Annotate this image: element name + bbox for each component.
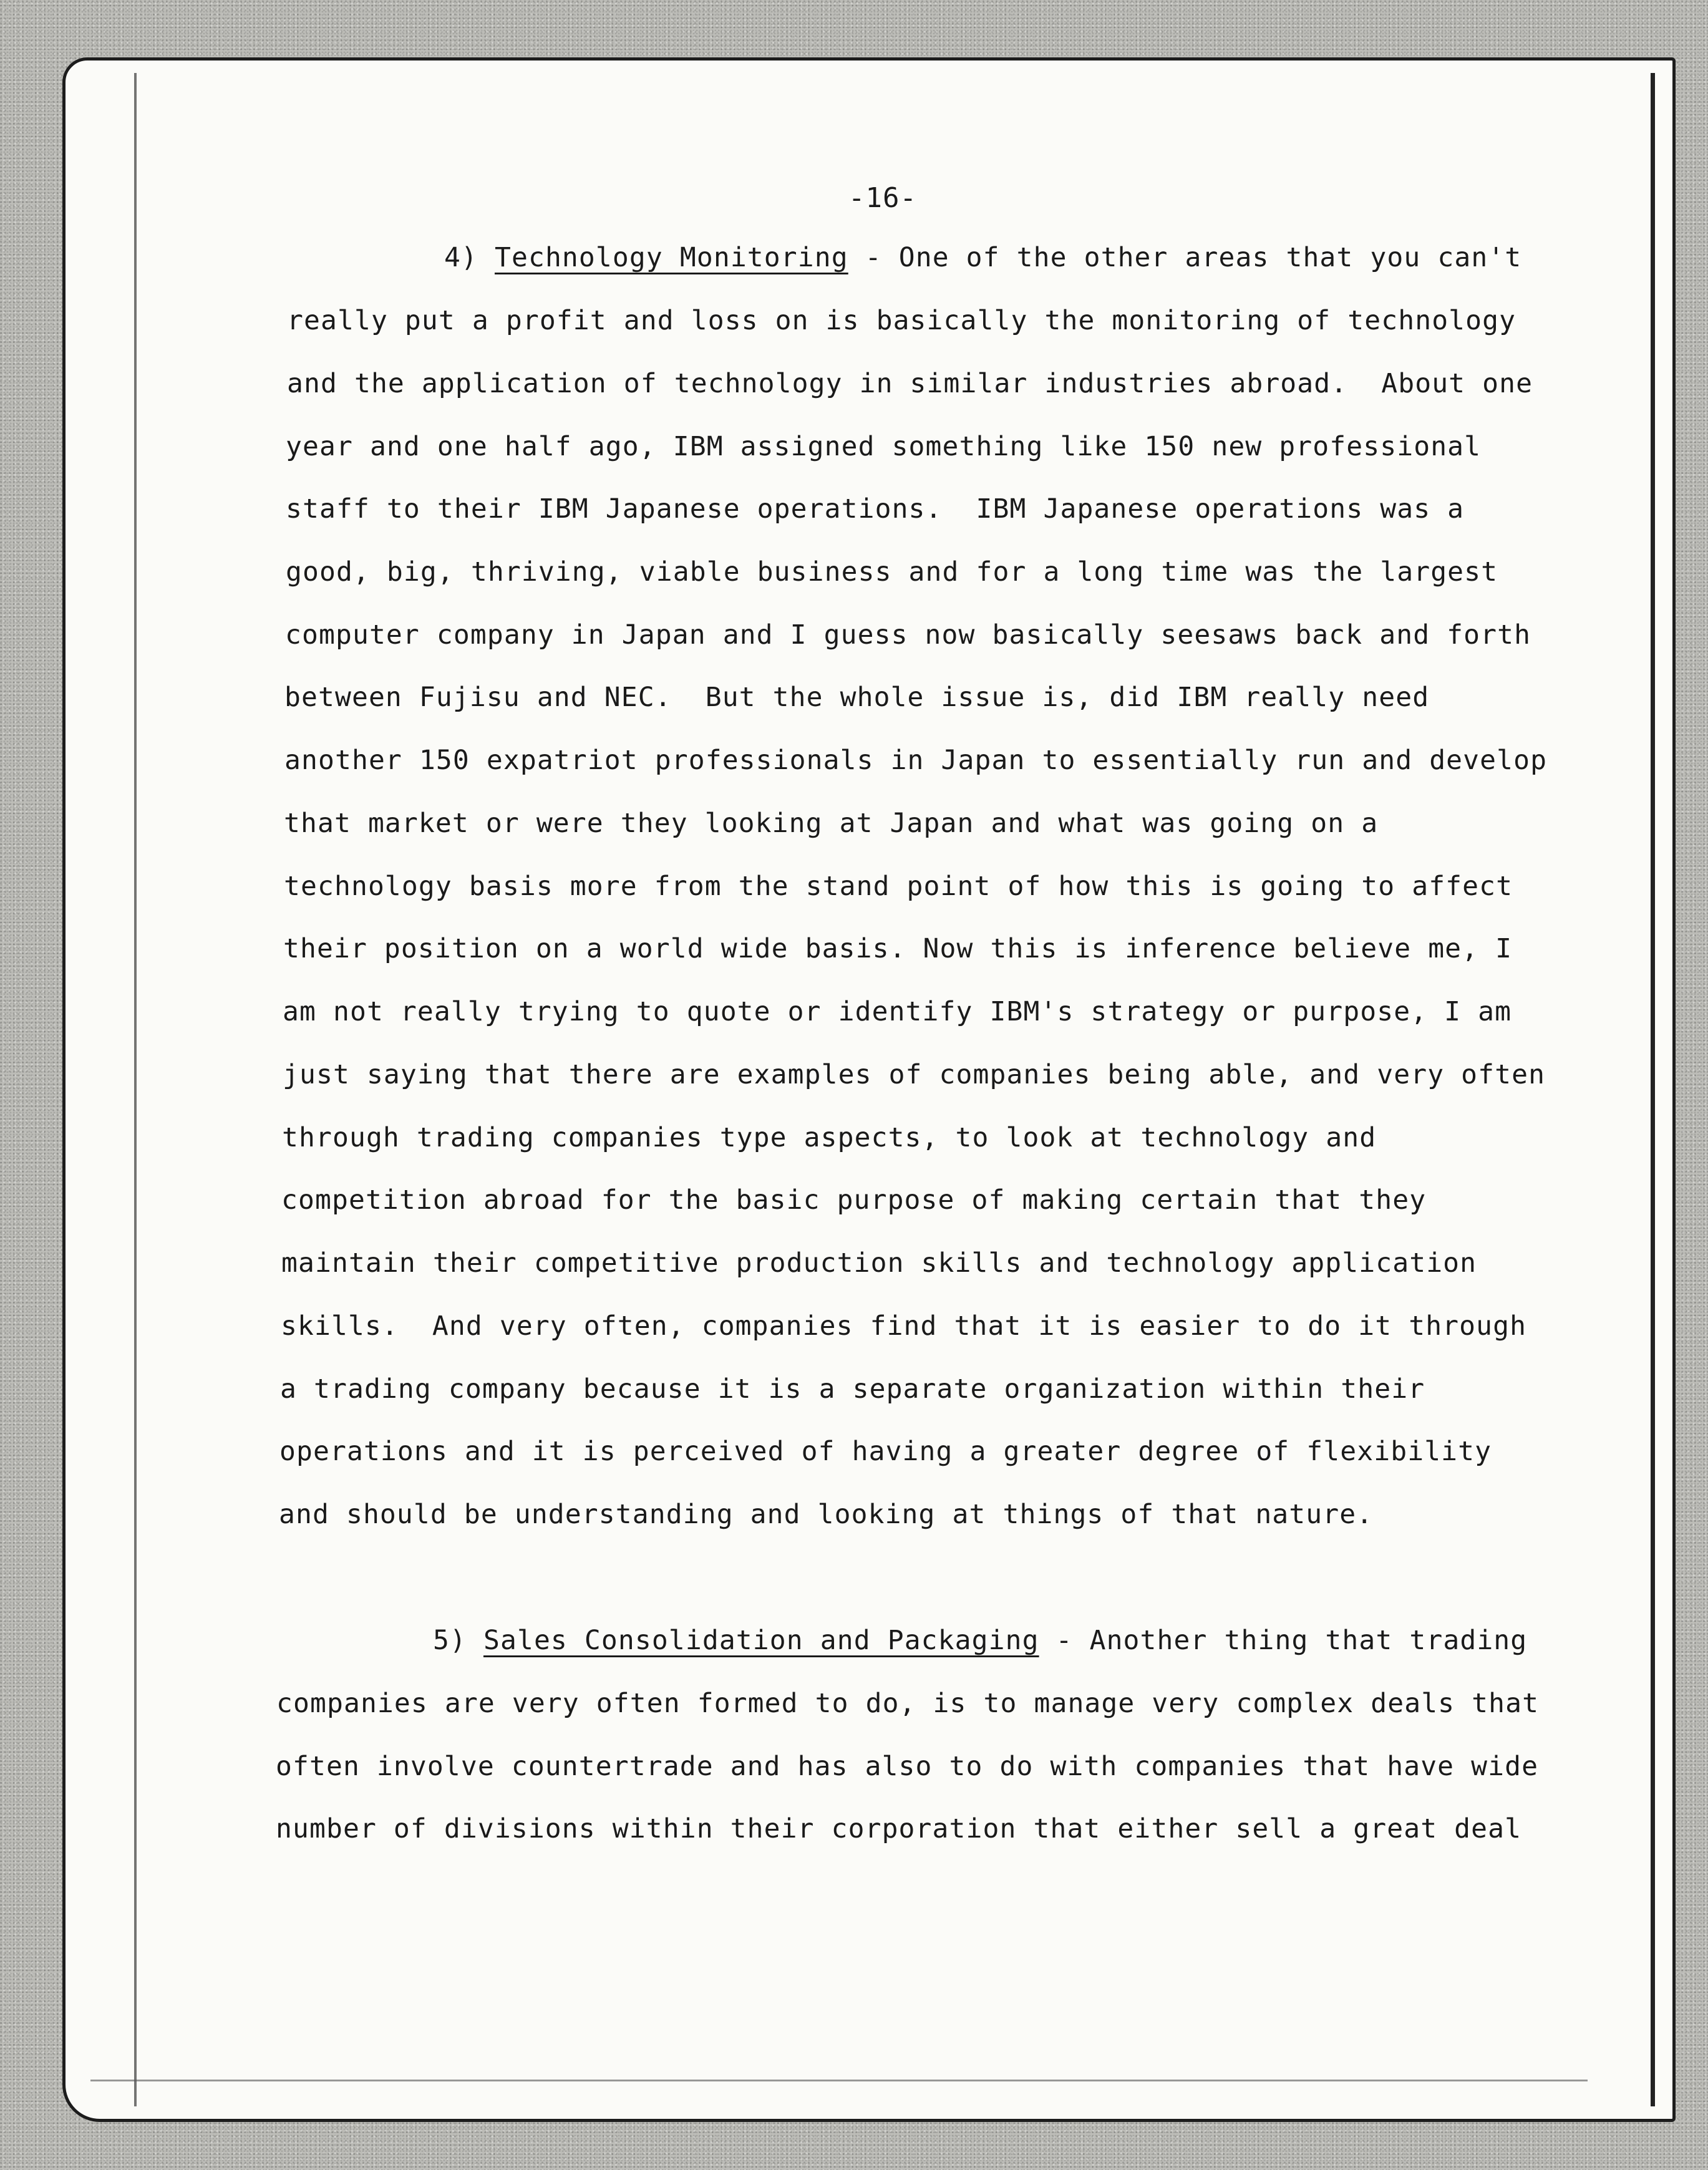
right-binding-rule xyxy=(1651,73,1655,2106)
section-4-line: between Fujisu and NEC. But the whole issue is, did IBM really need xyxy=(284,682,1430,713)
section-4-line: a trading company because it is a separate organization within their xyxy=(280,1373,1425,1405)
section-5-lead-text: - Another thing that trading xyxy=(1055,1625,1528,1656)
section-4-heading: Technology Monitoring xyxy=(494,242,848,273)
section-4-lead-text: - One of the other areas that you can't xyxy=(865,242,1522,273)
section-4-line: competition abroad for the basic purpose of making certain that they xyxy=(281,1184,1427,1216)
section-4-line: am not really trying to quote or identify IBM's strategy or purpose, I am xyxy=(283,996,1512,1027)
section-4-line: really put a profit and loss on is basically the monitoring of technology xyxy=(287,305,1516,336)
page-number: -16- xyxy=(848,182,917,214)
section-4-line: computer company in Japan and I guess now basically seesaws back and forth xyxy=(285,619,1531,651)
section-5-number: 5) xyxy=(433,1625,467,1656)
section-4-line: good, big, thriving, viable business and for a long time was the largest xyxy=(286,556,1498,588)
section-4-number: 4) xyxy=(444,242,478,273)
section-4-line: and the application of technology in similar industries abroad. About one xyxy=(287,368,1533,399)
section-5-first-line xyxy=(433,1625,1527,1656)
section-4-line: another 150 expatriot professionals in Japan to essentially run and develop xyxy=(284,745,1548,776)
section-4-line: through trading companies type aspects, to look at technology and xyxy=(282,1122,1377,1153)
section-4-first-line xyxy=(444,242,1521,273)
section-4-line: and should be understanding and looking at things of that nature. xyxy=(279,1499,1374,1530)
section-4-line: year and one half ago, IBM assigned something like 150 new professional xyxy=(286,431,1482,462)
section-4-line: operations and it is perceived of having a greater degree of flexibility xyxy=(279,1436,1492,1467)
section-4-line: technology basis more from the stand point of how this is going to affect xyxy=(284,871,1513,902)
section-4-line: their position on a world wide basis. Now this is inference believe me, I xyxy=(283,933,1513,964)
section-4-line: skills. And very often, companies find that it is easier to do it through xyxy=(281,1310,1527,1342)
section-4-line: staff to their IBM Japanese operations. IBM Japanese operations was a xyxy=(286,493,1465,525)
bottom-margin-rule xyxy=(90,2080,1588,2081)
section-4-line: maintain their competitive production skills and technology application xyxy=(281,1247,1477,1279)
section-5-heading: Sales Consolidation and Packaging xyxy=(483,1625,1039,1656)
section-4-line: just saying that there are examples of companies being able, and very often xyxy=(283,1059,1546,1090)
section-5-line: number of divisions within their corporation that either sell a great deal xyxy=(276,1813,1522,1844)
section-4-line: that market or were they looking at Japan and what was going on a xyxy=(284,808,1379,839)
left-margin-rule xyxy=(134,73,137,2106)
section-5-line: often involve countertrade and has also to do with companies that have wide xyxy=(276,1751,1539,1782)
section-5-line: companies are very often formed to do, is to manage very complex deals that xyxy=(276,1688,1540,1719)
